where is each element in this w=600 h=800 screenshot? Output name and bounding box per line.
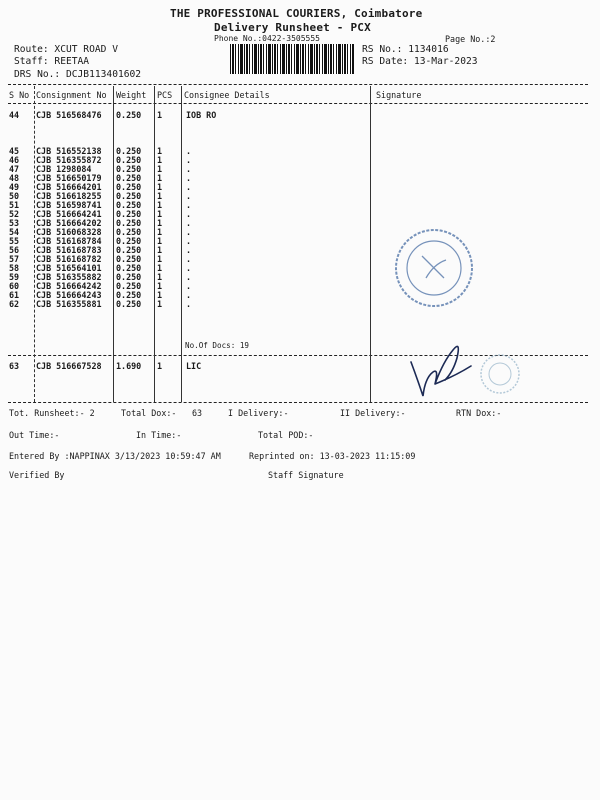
drs-number: DRS No.: DCJB113401602 (14, 69, 142, 80)
staff-signature: Staff Signature (268, 470, 344, 480)
row-consignment: CJB 516664243 (36, 290, 102, 300)
out-time: Out Time:- (9, 430, 60, 440)
verified-by: Verified By (9, 470, 65, 480)
row-pcs: 1 (157, 236, 163, 246)
total-dox-label: Total Dox:- (121, 408, 177, 418)
col-weight: Weight (116, 90, 147, 100)
col-consignee: Consignee Details (184, 90, 270, 100)
row-sno: 50 (9, 191, 20, 201)
row-pcs: 1 (157, 173, 163, 183)
row-consignee: . (186, 281, 192, 291)
row-pcs: 1 (157, 209, 163, 219)
row-weight: 0.250 (116, 110, 142, 120)
row-pcs: 1 (157, 164, 163, 174)
row-weight: 0.250 (116, 254, 142, 264)
company-title: THE PROFESSIONAL COURIERS, Coimbatore (170, 7, 423, 20)
row-consignee: . (186, 182, 192, 192)
row-consignee: . (186, 218, 192, 228)
table-top-rule (8, 84, 588, 85)
rs-number: RS No.: 1134016 (362, 44, 449, 55)
row-weight: 0.250 (116, 236, 142, 246)
row-weight: 0.250 (116, 191, 142, 201)
row-pcs: 1 (157, 146, 163, 156)
row-weight: 0.250 (116, 281, 142, 291)
row-weight: 0.250 (116, 227, 142, 237)
row-consignment: CJB 516552138 (36, 146, 102, 156)
row-pcs: 1 (157, 218, 163, 228)
row-sno: 49 (9, 182, 20, 192)
row-weight: 0.250 (116, 182, 142, 192)
row-consignment: CJB 516355881 (36, 299, 102, 309)
row-pcs: 1 (157, 272, 163, 282)
page-number: Page No.:2 (445, 34, 496, 44)
row-consignee: . (186, 254, 192, 264)
row-consignment: CJB 516568476 (36, 110, 102, 120)
table-row (0, 299, 600, 310)
row-consignee: IOB RO (186, 110, 217, 120)
row-sno: 48 (9, 173, 20, 183)
row-sno: 56 (9, 245, 20, 255)
row-consignee: . (186, 200, 192, 210)
row-weight: 0.250 (116, 263, 142, 273)
total-dox-value: 63 (192, 408, 203, 418)
row-pcs: 1 (157, 299, 163, 309)
row-consignee: . (186, 164, 192, 174)
row-pcs: 1 (157, 155, 163, 165)
phone-number: Phone No.:0422-3505555 (214, 34, 320, 43)
row-pcs: 1 (157, 245, 163, 255)
col-signature: Signature (376, 90, 422, 100)
header-bottom-rule (8, 103, 588, 104)
row-sno: 44 (9, 110, 20, 120)
row-sno: 47 (9, 164, 20, 174)
row-consignee: . (186, 263, 192, 273)
row-sno: 57 (9, 254, 20, 264)
row-consignment: CJB 516664202 (36, 218, 102, 228)
staff: Staff: REETAA (14, 56, 90, 67)
entered-by: Entered By :NAPPINAX 3/13/2023 10:59:47 AM (9, 451, 221, 461)
row-pcs: 1 (157, 227, 163, 237)
row-weight: 0.250 (116, 173, 142, 183)
row-consignment: CJB 516667528 (36, 361, 102, 371)
row-weight: 0.250 (116, 290, 142, 300)
row-consignment: CJB 516618255 (36, 191, 102, 201)
row-pcs: 1 (157, 110, 163, 120)
row-pcs: 1 (157, 361, 163, 371)
row-sno: 55 (9, 236, 20, 246)
row-consignee: . (186, 245, 192, 255)
row-sno: 61 (9, 290, 20, 300)
row-consignment: CJB 516168783 (36, 245, 102, 255)
row-sno: 51 (9, 200, 20, 210)
col-sno: S No (9, 90, 30, 100)
row-pcs: 1 (157, 281, 163, 291)
row-sno: 58 (9, 263, 20, 273)
row-consignee: . (186, 227, 192, 237)
row-consignment: CJB 516168782 (36, 254, 102, 264)
row-consignment: CJB 516664241 (36, 209, 102, 219)
barcode (230, 44, 354, 74)
i-delivery: I Delivery:- (228, 408, 289, 418)
row-consignment: CJB 516598741 (36, 200, 102, 210)
row-consignee: . (186, 272, 192, 282)
col-consignment: Consignment No (36, 90, 107, 100)
row-weight: 0.250 (116, 218, 142, 228)
row-consignment: CJB 516168784 (36, 236, 102, 246)
row-pcs: 1 (157, 254, 163, 264)
row-weight: 0.250 (116, 164, 142, 174)
row-sno: 62 (9, 299, 20, 309)
row-sno: 45 (9, 146, 20, 156)
round-stamp (478, 352, 522, 396)
row-weight: 0.250 (116, 272, 142, 282)
row-pcs: 1 (157, 191, 163, 201)
row-weight: 0.250 (116, 146, 142, 156)
row-sno: 52 (9, 209, 20, 219)
row-sno: 46 (9, 155, 20, 165)
runsheet-subtitle: Delivery Runsheet - PCX (214, 21, 371, 34)
row-consignee: . (186, 191, 192, 201)
row-sno: 60 (9, 281, 20, 291)
route: Route: XCUT ROAD V (14, 44, 118, 55)
row-weight: 0.250 (116, 209, 142, 219)
row-consignee: . (186, 155, 192, 165)
row-pcs: 1 (157, 263, 163, 273)
row-consignment: CJB 516068328 (36, 227, 102, 237)
row-consignee: . (186, 209, 192, 219)
row-pcs: 1 (157, 200, 163, 210)
row-consignee: LIC (186, 361, 202, 371)
row-consignment: CJB 516564101 (36, 263, 102, 273)
row-consignee: . (186, 236, 192, 246)
row-consignment: CJB 516650179 (36, 173, 102, 183)
row-consignee: . (186, 173, 192, 183)
row-sno: 54 (9, 227, 20, 237)
row-weight: 0.250 (116, 299, 142, 309)
row-weight: 0.250 (116, 155, 142, 165)
row-consignment: CJB 1298084 (36, 164, 92, 174)
row-consignee: . (186, 146, 192, 156)
row-weight: 1.690 (116, 361, 142, 371)
row-sno: 59 (9, 272, 20, 282)
table-header (0, 90, 600, 101)
reprinted-on: Reprinted on: 13-03-2023 11:15:09 (249, 451, 416, 461)
row-weight: 0.250 (116, 245, 142, 255)
in-time: In Time:- (136, 430, 182, 440)
col-pcs: PCS (157, 90, 173, 100)
total-runsheet: Tot. Runsheet:- 2 (9, 408, 95, 418)
rs-date: RS Date: 13-Mar-2023 (362, 56, 478, 67)
signature-scribble (395, 328, 475, 400)
row-pcs: 1 (157, 290, 163, 300)
row-pcs: 1 (157, 182, 163, 192)
row-consignment: CJB 516355882 (36, 272, 102, 282)
no-of-docs: No.Of Docs: 19 (185, 341, 250, 350)
row-consignment: CJB 516664242 (36, 281, 102, 291)
rtn-dox: RTN Dox:- (456, 408, 502, 418)
company-seal-stamp (392, 226, 476, 310)
row-consignment: CJB 516664201 (36, 182, 102, 192)
row-sno: 63 (9, 361, 20, 371)
row-consignee: . (186, 299, 192, 309)
row-sno: 53 (9, 218, 20, 228)
row-weight: 0.250 (116, 200, 142, 210)
table-row (0, 110, 600, 121)
row-consignment: CJB 516355872 (36, 155, 102, 165)
total-pod: Total POD:- (258, 430, 314, 440)
ii-delivery: II Delivery:- (340, 408, 406, 418)
table-bottom-rule (8, 402, 588, 403)
row-consignee: . (186, 290, 192, 300)
